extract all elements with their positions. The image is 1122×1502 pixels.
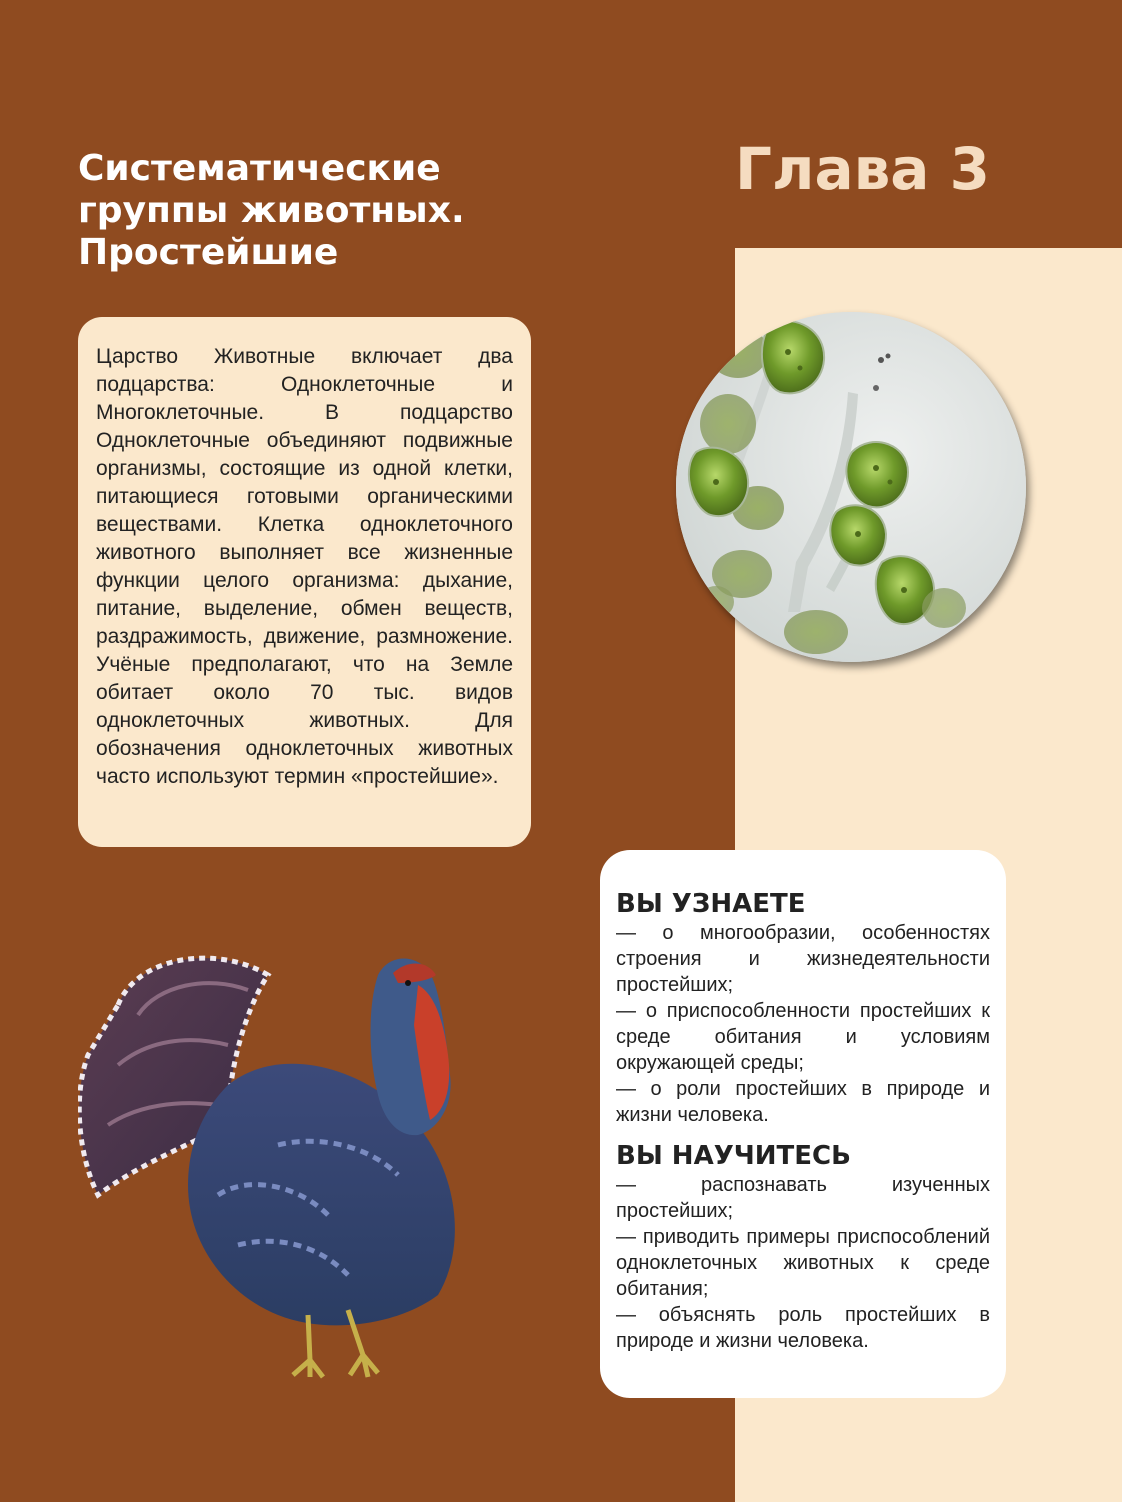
learn-list bbox=[616, 920, 990, 1128]
skills-item: — приводить примеры приспособлений одноклеточных животных к среде обитания; bbox=[616, 1226, 990, 1300]
skills-item: — распознавать изученных простейших; bbox=[616, 1174, 990, 1222]
skills-item: — объяснять роль простейших в природе и жизни человека. bbox=[616, 1304, 990, 1352]
learn-item: — о приспособленности простейших к среде обитания и условиям окружающей среды; bbox=[616, 1000, 990, 1074]
intro-box bbox=[78, 317, 531, 847]
learn-heading: ВЫ УЗНАЕТЕ bbox=[616, 889, 806, 919]
intro-text: Царство Животные включает два подцарства: Одноклеточные и Многоклеточные. В подцарство Одноклеточные объединяют подвижные организмы, состоящие из одной клетки, питающиеся готовыми органическими веществами. Клетка одноклеточного животного выполняет все жизненные функции целого организма: дыхание, питание, выделение, обмен веществ, раздражимость, движение, размножение. Учёные предполагают, что на Земле обитает около 70 тыс. видов одноклеточных животных. Для обозначения одноклеточных животных часто используют термин «простейшие». bbox=[96, 345, 513, 788]
turkey-illustration bbox=[78, 945, 488, 1380]
microscope-image bbox=[676, 312, 1026, 662]
title-line-2: группы животных. bbox=[78, 190, 465, 232]
learn-item: — о роли простейших в природе и жизни человека. bbox=[616, 1078, 990, 1126]
title-line-1: Систематические bbox=[78, 148, 441, 189]
microscope-drawing bbox=[676, 312, 1026, 662]
chapter-label: Глава 3 bbox=[735, 135, 990, 203]
turkey-drawing bbox=[78, 945, 488, 1380]
skills-heading: ВЫ НАУЧИТЕСЬ bbox=[616, 1141, 851, 1171]
learning-goals-box bbox=[600, 850, 1006, 1398]
page-title bbox=[78, 148, 638, 274]
title-line-3: Простейшие bbox=[78, 232, 339, 274]
skills-list bbox=[616, 1172, 990, 1354]
learn-item: — о многообразии, особенностях строения и жизнедеятельности простейших; bbox=[616, 922, 990, 996]
